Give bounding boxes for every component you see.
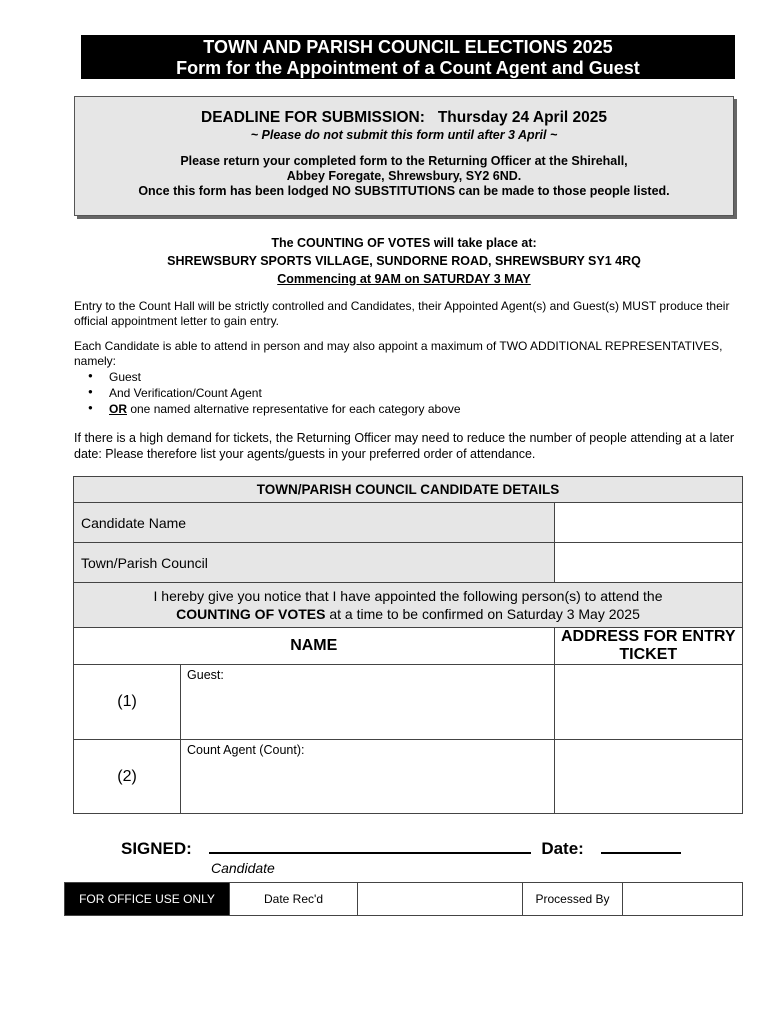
signed-label: SIGNED: — [121, 839, 192, 858]
date-field[interactable] — [601, 836, 681, 854]
date-recd-label: Date Rec'd — [230, 883, 358, 916]
count-venue: SHREWSBURY SPORTS VILLAGE, SUNDORNE ROAD, SHREWSBURY SY1 4RQ — [167, 254, 641, 268]
deadline-heading: DEADLINE FOR SUBMISSION: Thursday 24 April 2025 — [201, 109, 607, 126]
candidate-details-table — [73, 476, 743, 814]
form-title-banner — [81, 35, 735, 79]
candidate-name-label: Candidate Name — [74, 503, 555, 543]
signature-line — [121, 836, 681, 859]
name-column-header: NAME — [74, 628, 555, 665]
count-agent-name-field[interactable] — [181, 740, 554, 814]
guest-label: Guest: — [187, 668, 224, 682]
bullet-3-text: one named alternative representative for each category above — [127, 402, 461, 416]
guest-address-field[interactable] — [554, 665, 743, 740]
count-line-1: The COUNTING OF VOTES will take place at: — [271, 236, 537, 250]
council-label: Town/Parish Council — [74, 543, 555, 583]
entry-paragraph: Entry to the Count Hall will be strictly controlled and Candidates, their Appointed Agent(s) and Guest(s) MUST produce their official appointment letter to gain entry. — [74, 299, 730, 328]
demand-paragraph: If there is a high demand for tickets, the Returning Officer may need to reduce the number of people attending at a later date: Please therefore list your agents/guests in your preferred order of attendance. — [74, 431, 734, 461]
notice-rest: at a time to be confirmed on Saturday 3 May 2025 — [325, 606, 640, 622]
row-number: (2) — [74, 740, 181, 814]
count-start-time: Commencing at 9AM on SATURDAY 3 MAY — [277, 272, 531, 286]
count-agent-label: Count Agent (Count): — [187, 743, 305, 757]
list-item: ● Guest — [88, 369, 461, 385]
table-row — [74, 665, 743, 740]
title-line-1: TOWN AND PARISH COUNCIL ELECTIONS 2025 — [203, 37, 613, 57]
notice-line-2 — [74, 605, 742, 623]
representatives-paragraph: Each Candidate is able to attend in person and may also appoint a maximum of TWO ADDITIONAL REPRESENTATIVES, namely: — [74, 339, 723, 368]
deadline-box — [74, 96, 734, 216]
processed-by-field[interactable] — [623, 883, 743, 916]
title-line-2: Form for the Appointment of a Count Agent and Guest — [176, 58, 640, 78]
notice-line-1: I hereby give you notice that I have appointed the following person(s) to attend the — [153, 588, 663, 604]
section-title: TOWN/PARISH COUNCIL CANDIDATE DETAILS — [74, 477, 743, 503]
council-field[interactable] — [554, 543, 743, 583]
date-recd-field[interactable] — [358, 883, 523, 916]
row-number: (1) — [74, 665, 181, 740]
return-instructions — [75, 154, 733, 199]
appointment-notice — [74, 583, 743, 628]
address-column-header: ADDRESS FOR ENTRY TICKET — [554, 628, 743, 665]
count-agent-address-field[interactable] — [554, 740, 743, 814]
list-item: ● And Verification/Count Agent — [88, 385, 461, 401]
candidate-caption: Candidate — [211, 860, 275, 876]
table-row — [74, 740, 743, 814]
return-line-3: Once this form has been lodged NO SUBSTITUTIONS can be made to those people listed. — [138, 184, 670, 198]
office-use-table — [64, 882, 743, 916]
processed-by-label: Processed By — [523, 883, 623, 916]
representative-list — [88, 369, 461, 417]
notice-bold: COUNTING OF VOTES — [176, 606, 326, 622]
return-line-1: Please return your completed form to the Returning Officer at the Shirehall, — [180, 154, 628, 168]
candidate-name-field[interactable] — [554, 503, 743, 543]
date-label: Date: — [541, 839, 584, 858]
deadline-note: ~ Please do not submit this form until after 3 April ~ — [250, 128, 558, 142]
guest-name-field[interactable] — [181, 665, 554, 740]
signature-field[interactable] — [209, 836, 531, 854]
or-emphasis: OR — [109, 402, 127, 416]
list-item — [88, 401, 461, 417]
count-venue-info — [74, 234, 734, 288]
office-use-label: FOR OFFICE USE ONLY — [65, 883, 230, 916]
return-line-2: Abbey Foregate, Shrewsbury, SY2 6ND. — [286, 169, 522, 183]
